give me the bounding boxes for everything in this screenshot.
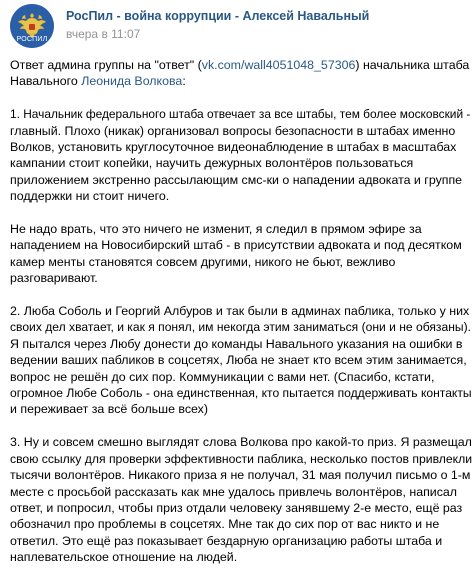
text-line — [10, 73, 473, 89]
text-line: главный. Плохо (никак) организовал вопросы безопасности в штабах именно — [10, 123, 456, 138]
text-fragment: ) начальника штаба — [355, 58, 470, 72]
text-line: ответ, и попросил, чтобы приз отдали человеку занявшему 2-е место, ещё раз — [10, 500, 463, 515]
paragraph-2 — [10, 221, 473, 287]
text-line: 1. Начальник федерального штаба отвечает за все штабы, тем более московский - — [10, 107, 471, 122]
text-fragment: : — [182, 74, 186, 89]
text-line: обозначил про проблемы в соцсетях. Мне так до сих пор от вас никто и не — [10, 517, 440, 532]
text-line: ответил. Это ещё раз показывает бездарную организацию работы штаба и — [10, 533, 443, 548]
paragraph-intro — [10, 57, 473, 90]
text-line: Я пытался через Любу донести до команды Навального указания на ошибки в — [10, 336, 463, 351]
text-line: тысячи волонтёров. Никакого приза я не получал, 31 мая получил письмо о 1-м — [10, 468, 471, 483]
text-line: ведении ваших пабликов в соцсетях, Люба не знает кто всем этим занимается, — [10, 353, 467, 368]
text-line: вопрос не решён до сих пор. Коммуникации с вами нет. (Спасибо, кстати, — [10, 369, 435, 384]
text-line: поддержки ни стоит ничего. — [10, 189, 170, 204]
text-line: 2. Люба Соболь и Георгий Албуров и так были в админах паблика, только у них — [10, 304, 470, 319]
text-line: Волков, установить круглосуточное видеонаблюдение в штабах в масштабах — [10, 140, 457, 155]
wall-post-link[interactable]: vk.com/wall4051048_57306 — [201, 58, 356, 72]
avatar-caption: РОСПИЛ — [16, 36, 48, 43]
text-line: камер менты становятся совсем другими, никого не бьют, вежливо — [10, 254, 396, 269]
post-meta — [66, 4, 369, 42]
post-header — [10, 4, 369, 48]
paragraph-4 — [10, 434, 473, 565]
text-fragment: Ответ админа группы на "ответ" ( — [10, 58, 202, 72]
paragraph-3 — [10, 303, 473, 418]
text-line: месте с просьбой рассказать как мне удалось привлечь волонтёров, написал — [10, 484, 458, 499]
text-line — [10, 57, 473, 73]
post-date[interactable]: вчера в 11:07 — [66, 27, 141, 41]
text-line: кампании стоит копейки, научить дежурных волонтёров пользоваться — [10, 156, 414, 171]
text-fragment: Навального — [10, 74, 82, 89]
text-line: и переживает за всё больше всех) — [10, 402, 208, 417]
user-mention-link[interactable]: Леонида Волкова — [81, 74, 183, 89]
text-line: свою ссылку для проверки эффективности паблика, несколько постов привлекли — [10, 451, 473, 466]
text-line: своих дел хватает, и как я понял, им некогда этим заниматься (они и не обязаны). — [10, 320, 471, 335]
text-line: огромное Любе Соболь - она единственная, кто пытается поддерживать контакты — [10, 386, 472, 401]
text-line: нападением на Новосибирский штаб - в присутствии адвоката и под десятком — [10, 238, 462, 253]
text-line: Не надо врать, что это ничего не изменит, я следил в прямом эфире за — [10, 222, 422, 237]
text-line: наплевательское отношение на людей. — [10, 550, 238, 565]
text-line: 3. Ну и совсем смешно выглядят слова Волкова про какой-то приз. Я размещал — [10, 435, 472, 450]
community-name-link[interactable]: РосПил - война коррупции - Алексей Навальный — [66, 9, 370, 23]
text-line: разговаривают. — [10, 271, 98, 286]
paragraph-1 — [10, 106, 473, 204]
post-text — [10, 57, 473, 582]
text-line: приложением экстренно рассылающим смс-ки о нападении адвоката и группе — [10, 172, 463, 187]
community-avatar[interactable] — [10, 4, 54, 48]
